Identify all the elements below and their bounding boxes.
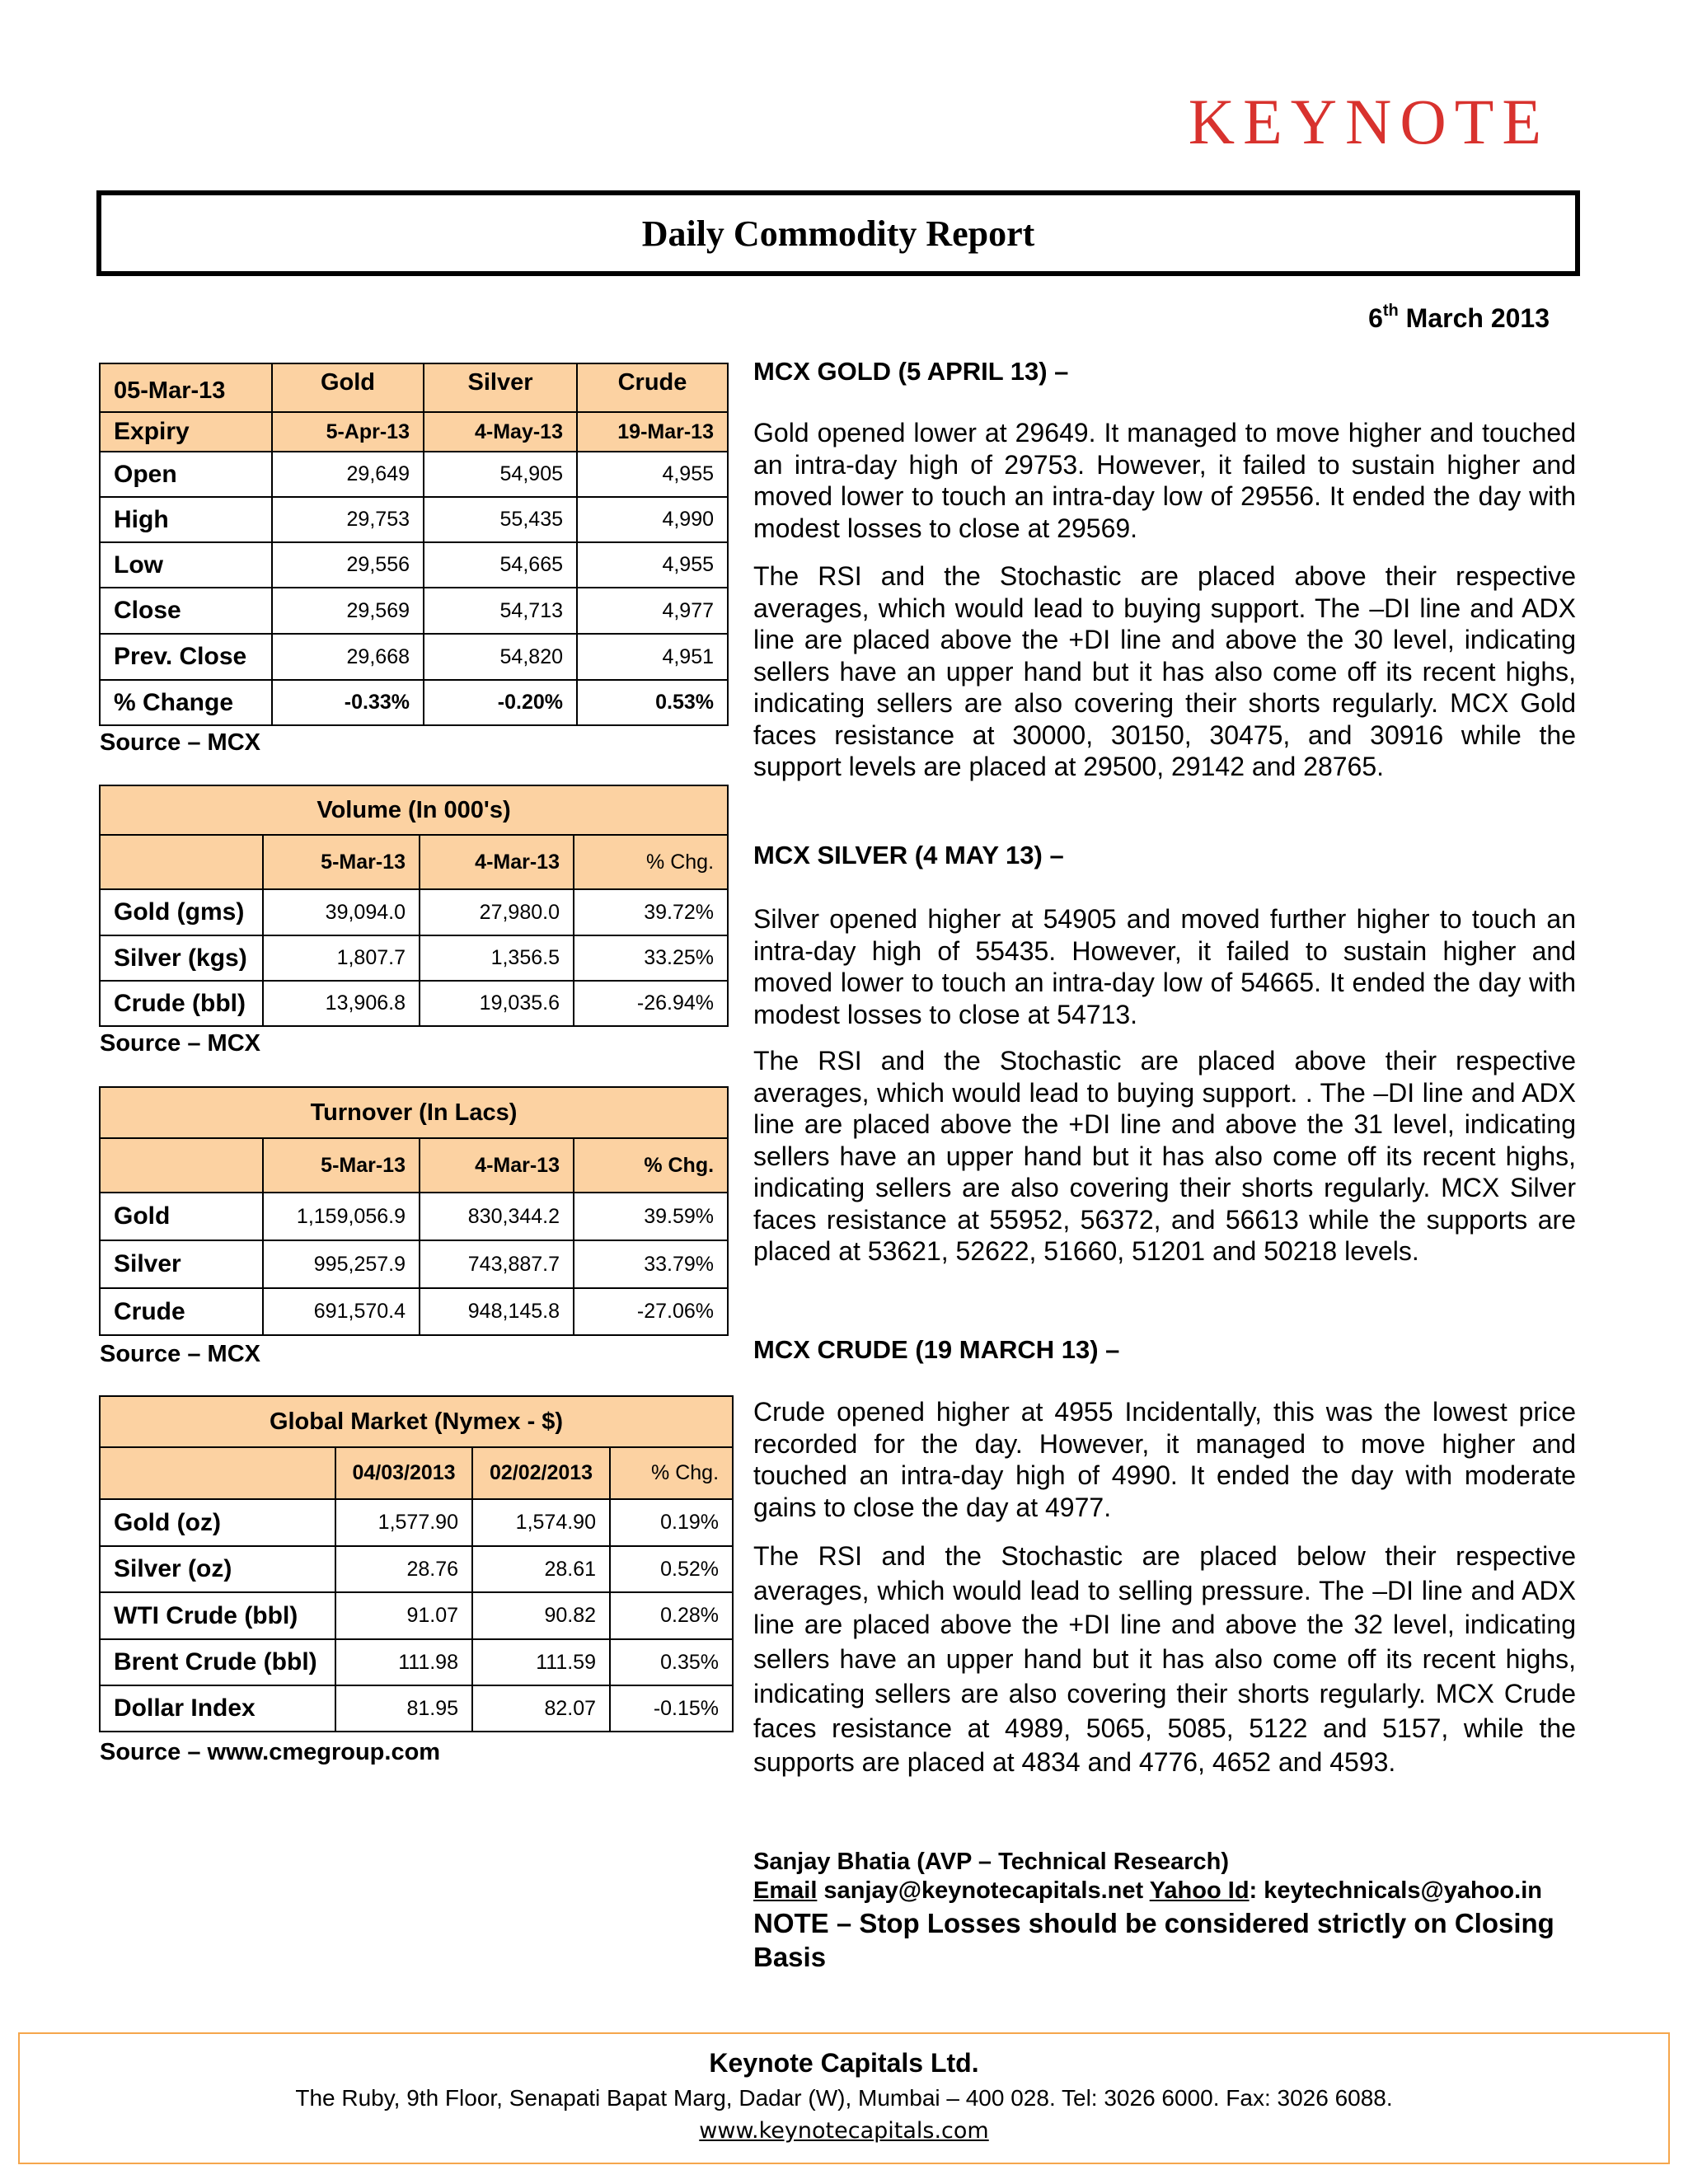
table-cell: 691,570.4 [263,1288,420,1335]
global-market-table [99,1395,734,1732]
table-cell: 91.07 [335,1592,472,1639]
silver-paragraph-1: Silver opened higher at 54905 and moved further higher to touch an intra-day high of 55435. However, it failed to sustain higher and moved lower to touch an intra-day low of 54665. It ended the day with modest losses to close at 54713. [753,904,1576,1029]
crude-heading: MCX CRUDE (19 MARCH 13) – [753,1335,1120,1364]
table-cell: 54,905 [424,452,577,497]
table-cell: 5-Apr-13 [272,412,424,452]
empty-cell [100,835,263,889]
date-day: 6 [1368,303,1383,333]
turnover-table [99,1086,729,1336]
column-header: 5-Mar-13 [263,835,420,889]
row-label: Prev. Close [100,634,272,680]
table-cell: 111.59 [472,1639,610,1685]
table-row [100,1193,728,1240]
table-cell: 948,145.8 [420,1288,574,1335]
row-label: Gold (gms) [100,889,263,935]
table-row [100,497,728,542]
table-row [100,1240,728,1288]
turnover-title-row [100,1087,728,1138]
table-cell: 54,820 [424,634,577,680]
volume-header-row [100,835,728,889]
gold-paragraph-1: Gold opened lower at 29649. It managed to move higher and touched an intra-day high of 29753. However, it failed to sustain higher and moved lower to touch an intra-day low of 29556. It ended the day with modest losses to close at 29569. [753,418,1576,543]
row-label: Dollar Index [100,1685,335,1732]
footer-address: The Ruby, 9th Floor, Senapati Bapat Marg, Dadar (W), Mumbai – 400 028. Tel: 3026 6000. Fax: 3026 6088. [295,2085,1393,2111]
row-label: Silver [100,1240,263,1288]
table-cell: 28.76 [335,1546,472,1592]
table-cell: 39,094.0 [263,889,420,935]
price-table-corner: 05-Mar-13 [100,363,272,412]
table-cell: 54,713 [424,588,577,634]
empty-cell [100,1447,335,1499]
table-row [100,1288,728,1335]
table-row [100,1592,733,1639]
table-cell: 1,159,056.9 [263,1193,420,1240]
table-cell: 29,668 [272,634,424,680]
table-row [100,1685,733,1732]
stop-loss-note: NOTE – Stop Losses should be considered strictly on Closing Basis [753,1908,1554,1972]
silver-heading: MCX SILVER (4 MAY 13) – [753,841,1064,869]
row-label: Open [100,452,272,497]
table-row [100,452,728,497]
row-label: Brent Crude (bbl) [100,1639,335,1685]
table-cell: -0.20% [424,680,577,725]
table-row [100,412,728,452]
table-cell: 19,035.6 [420,981,574,1026]
analyst-name: Sanjay Bhatia (AVP – Technical Research) [753,1849,1230,1875]
volume-title: Volume (In 000's) [100,785,728,835]
table-cell: 995,257.9 [263,1240,420,1288]
footer [18,2032,1670,2164]
crude-paragraph-2: The RSI and the Stochastic are placed below their respective averages, which would lead to selling pressure. The –DI line and ADX line are placed above the +DI line and above the 32 level, indicating sellers have an upper hand but it has also come off its recent highs, indicating sellers are also covering their shorts regularly. MCX Crude faces resistance at 4989, 5065, 5085, 5122 and 5157, while the supports are placed at 4834 and 4776, 4652 and 4593. [753,1541,1576,1778]
row-label: Gold (oz) [100,1499,335,1546]
row-label: Low [100,542,272,588]
column-header: 4-Mar-13 [420,835,574,889]
table-cell: 4,990 [577,497,728,542]
volume-table [99,785,729,1027]
row-label: Silver (kgs) [100,935,263,981]
empty-cell [100,1138,263,1193]
volume-source: Source – MCX [100,1030,260,1057]
email-label: Email [753,1877,818,1904]
table-cell: 29,569 [272,588,424,634]
row-label: Gold [100,1193,263,1240]
table-cell: -0.33% [272,680,424,725]
row-label: Expiry [100,412,272,452]
price-table-header-row [100,363,728,412]
turnover-header-row [100,1138,728,1193]
table-cell: -0.15% [610,1685,733,1732]
crude-paragraph-1: Crude opened higher at 4955 Incidentally, this was the lowest price recorded for the day. However, it managed to move higher and touched an intra-day high of 4990. It ended the day with moderate gains to close the day at 4977. [753,1397,1576,1522]
yahoo-label: Yahoo Id [1149,1877,1250,1904]
global-market-title: Global Market (Nymex - $) [100,1396,733,1447]
table-cell: -27.06% [574,1288,728,1335]
table-cell: 1,574.90 [472,1499,610,1546]
global-header-row [100,1447,733,1499]
table-row [100,634,728,680]
table-row [100,889,728,935]
table-row [100,680,728,725]
silver-paragraph-2: The RSI and the Stochastic are placed above their respective averages, which would lead to buying support. . The –DI line and ADX line are placed above the +DI line and above the 31 level, indicating sellers have an upper hand but it has also come off its recent highs, indicating sellers are also covering their shorts regularly. MCX Silver faces resistance at 55952, 56372, and 56613 while the supports are placed at 53621, 52622, 51660, 51201 and 50218 levels. [753,1046,1576,1266]
date-rest: March 2013 [1398,303,1550,333]
table-cell: 90.82 [472,1592,610,1639]
price-source: Source – MCX [100,729,260,756]
table-cell: 33.25% [574,935,728,981]
footer-company: Keynote Capitals Ltd. [709,2048,979,2078]
row-label: Close [100,588,272,634]
table-cell: 0.28% [610,1592,733,1639]
table-cell: 1,356.5 [420,935,574,981]
table-row [100,588,728,634]
column-header: 02/02/2013 [472,1447,610,1499]
table-cell: 4,955 [577,452,728,497]
row-label: WTI Crude (bbl) [100,1592,335,1639]
table-cell: 55,435 [424,497,577,542]
table-cell: 4,955 [577,542,728,588]
table-cell: 743,887.7 [420,1240,574,1288]
table-cell: 0.53% [577,680,728,725]
table-cell: 29,556 [272,542,424,588]
column-header: % Chg. [574,1138,728,1193]
yahoo-id: : keytechnicals@yahoo.in [1249,1877,1542,1904]
column-header: % Chg. [610,1447,733,1499]
table-cell: 81.95 [335,1685,472,1732]
table-cell: -26.94% [574,981,728,1026]
table-cell: 1,807.7 [263,935,420,981]
turnover-source: Source – MCX [100,1341,260,1367]
row-label: High [100,497,272,542]
column-header: Silver [424,363,577,412]
table-cell: 33.79% [574,1240,728,1288]
row-label: Silver (oz) [100,1546,335,1592]
table-cell: 39.72% [574,889,728,935]
gold-heading: MCX GOLD (5 APRIL 13) – [753,357,1069,386]
row-label: % Change [100,680,272,725]
table-row [100,1639,733,1685]
table-cell: 28.61 [472,1546,610,1592]
date-suffix: th [1382,302,1399,320]
table-cell: 0.19% [610,1499,733,1546]
column-header: 04/03/2013 [335,1447,472,1499]
table-cell: 29,753 [272,497,424,542]
table-cell: 82.07 [472,1685,610,1732]
email-address[interactable]: sanjay@keynotecapitals.net [817,1877,1150,1904]
report-date [1236,302,1550,334]
volume-title-row [100,785,728,835]
table-cell: 13,906.8 [263,981,420,1026]
table-row [100,542,728,588]
column-header: 4-Mar-13 [420,1138,574,1193]
row-label: Crude [100,1288,263,1335]
table-cell: 39.59% [574,1193,728,1240]
gold-paragraph-2: The RSI and the Stochastic are placed above their respective averages, which would lead to buying support. The –DI line and ADX line are placed above the +DI line and above the 30 level, indicating sellers have an upper hand but it has also come off its recent highs, indicating sellers are also covering their shorts regularly. MCX Gold faces resistance at 30000, 30150, 30475, and 30916 while the support levels are placed at 29500, 29142 and 28765. [753,561,1576,781]
column-header: 5-Mar-13 [263,1138,420,1193]
column-header: % Chg. [574,835,728,889]
report-title-box [96,190,1580,276]
column-header: Gold [272,363,424,412]
keynote-logo: KEYNOTE [1188,86,1550,157]
table-cell: 29,649 [272,452,424,497]
analyst-contact [753,1877,1542,1905]
table-cell: 4,977 [577,588,728,634]
table-cell: 0.52% [610,1546,733,1592]
table-cell: 4,951 [577,634,728,680]
table-row [100,1499,733,1546]
table-cell: 1,577.90 [335,1499,472,1546]
turnover-title: Turnover (In Lacs) [100,1087,728,1138]
table-cell: 830,344.2 [420,1193,574,1240]
table-cell: 4-May-13 [424,412,577,452]
table-row [100,935,728,981]
table-cell: 0.35% [610,1639,733,1685]
global-title-row [100,1396,733,1447]
price-table [99,363,729,726]
global-source: Source – www.cmegroup.com [100,1739,441,1765]
report-title: Daily Commodity Report [641,213,1035,254]
table-row [100,981,728,1026]
table-row [100,1546,733,1592]
table-cell: 111.98 [335,1639,472,1685]
column-header: Crude [577,363,728,412]
footer-website-link[interactable]: www.keynotecapitals.com [699,2118,989,2144]
table-cell: 54,665 [424,542,577,588]
row-label: Crude (bbl) [100,981,263,1026]
table-cell: 19-Mar-13 [577,412,728,452]
table-cell: 27,980.0 [420,889,574,935]
